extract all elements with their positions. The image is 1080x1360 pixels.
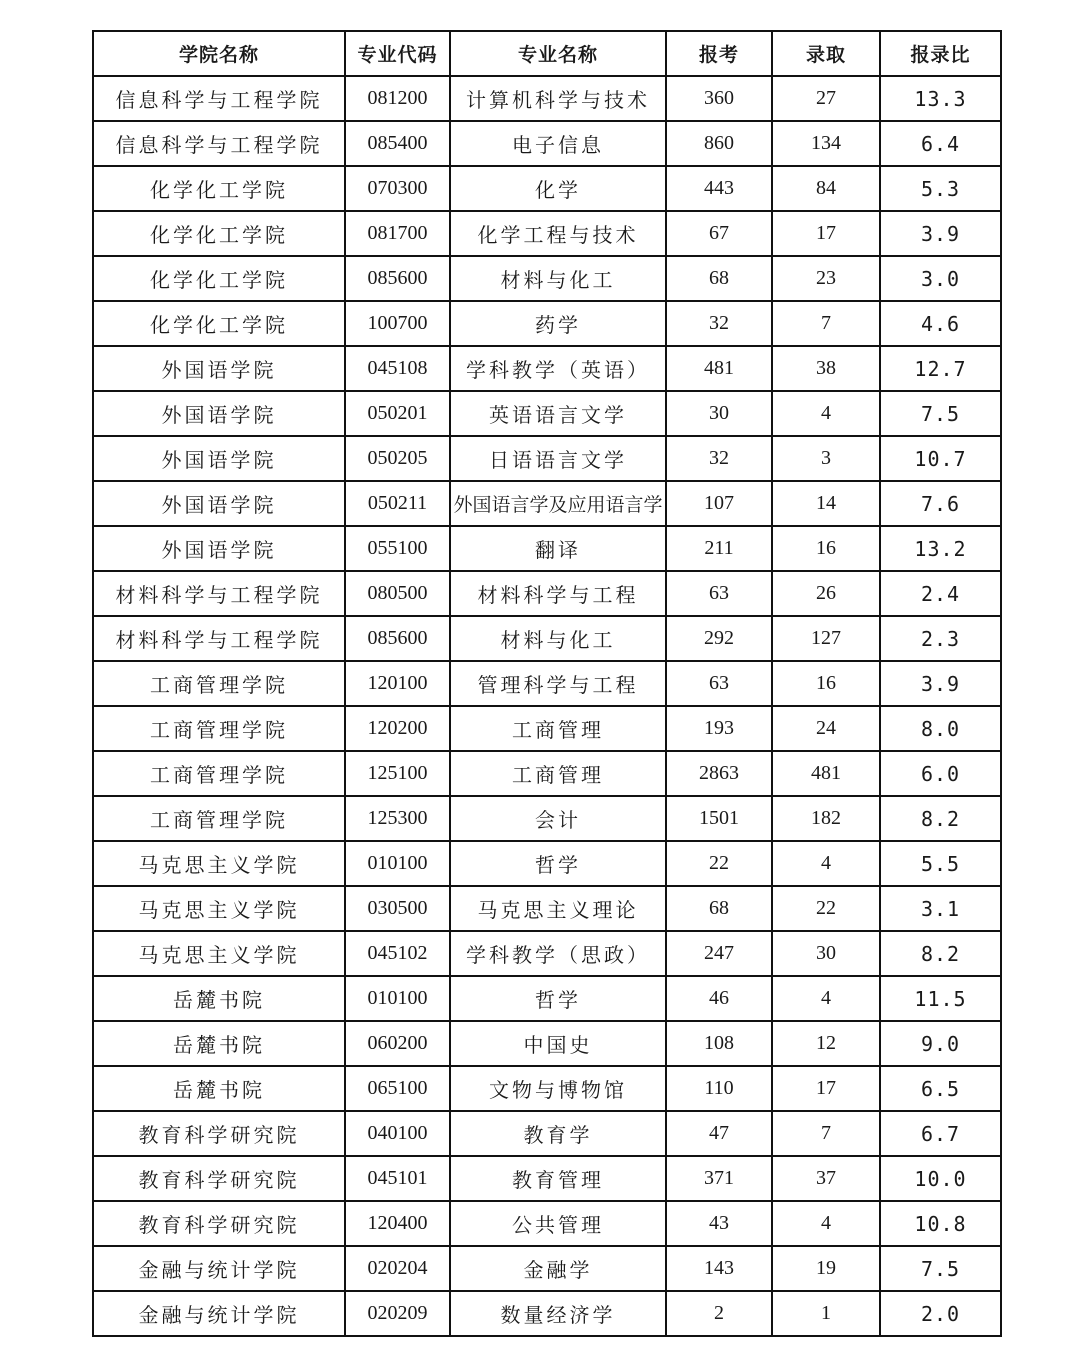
ratio-cell: 4.6 xyxy=(880,301,1001,346)
admitted-cell: 17 xyxy=(772,211,880,256)
major-name-cell: 化学 xyxy=(450,166,666,211)
admitted-cell: 182 xyxy=(772,796,880,841)
ratio-cell: 2.0 xyxy=(880,1291,1001,1336)
major-code-cell: 060200 xyxy=(345,1021,450,1066)
applicants-cell: 2 xyxy=(666,1291,772,1336)
applicants-cell: 443 xyxy=(666,166,772,211)
major-name-cell: 英语语言文学 xyxy=(450,391,666,436)
major-code-cell: 081200 xyxy=(345,76,450,121)
major-code-cell: 020209 xyxy=(345,1291,450,1336)
applicants-cell: 360 xyxy=(666,76,772,121)
header-major-name: 专业名称 xyxy=(450,31,666,76)
major-code-cell: 050211 xyxy=(345,481,450,526)
admitted-cell: 3 xyxy=(772,436,880,481)
table-body xyxy=(93,76,1001,1336)
table-row xyxy=(93,1201,1001,1246)
table-row xyxy=(93,526,1001,571)
major-code-cell: 045101 xyxy=(345,1156,450,1201)
applicants-cell: 63 xyxy=(666,571,772,616)
major-name-cell: 学科教学（英语） xyxy=(450,346,666,391)
major-name-cell: 翻译 xyxy=(450,526,666,571)
major-code-cell: 100700 xyxy=(345,301,450,346)
major-name-cell: 文物与博物馆 xyxy=(450,1066,666,1111)
major-name-cell: 材料科学与工程 xyxy=(450,571,666,616)
table-row xyxy=(93,571,1001,616)
major-code-cell: 125300 xyxy=(345,796,450,841)
table-row xyxy=(93,436,1001,481)
major-name-cell: 中国史 xyxy=(450,1021,666,1066)
ratio-cell: 7.6 xyxy=(880,481,1001,526)
table-row xyxy=(93,1246,1001,1291)
table-row xyxy=(93,706,1001,751)
college-name-cell: 外国语学院 xyxy=(93,391,345,436)
college-name-cell: 岳麓书院 xyxy=(93,1021,345,1066)
major-code-cell: 120100 xyxy=(345,661,450,706)
header-admitted: 录取 xyxy=(772,31,880,76)
applicants-cell: 247 xyxy=(666,931,772,976)
college-name-cell: 工商管理学院 xyxy=(93,751,345,796)
major-code-cell: 065100 xyxy=(345,1066,450,1111)
table-row xyxy=(93,616,1001,661)
header-row xyxy=(93,31,1001,76)
ratio-cell: 5.5 xyxy=(880,841,1001,886)
ratio-cell: 5.3 xyxy=(880,166,1001,211)
table-row xyxy=(93,796,1001,841)
college-name-cell: 工商管理学院 xyxy=(93,706,345,751)
table-row xyxy=(93,1291,1001,1336)
major-code-cell: 085400 xyxy=(345,121,450,166)
major-name-cell: 电子信息 xyxy=(450,121,666,166)
table-row xyxy=(93,121,1001,166)
college-name-cell: 教育科学研究院 xyxy=(93,1201,345,1246)
major-code-cell: 055100 xyxy=(345,526,450,571)
major-name-cell: 化学工程与技术 xyxy=(450,211,666,256)
ratio-cell: 3.1 xyxy=(880,886,1001,931)
major-code-cell: 030500 xyxy=(345,886,450,931)
admitted-cell: 38 xyxy=(772,346,880,391)
ratio-cell: 2.3 xyxy=(880,616,1001,661)
major-name-cell: 金融学 xyxy=(450,1246,666,1291)
ratio-cell: 7.5 xyxy=(880,391,1001,436)
applicants-cell: 108 xyxy=(666,1021,772,1066)
major-code-cell: 125100 xyxy=(345,751,450,796)
admitted-cell: 24 xyxy=(772,706,880,751)
major-name-cell: 教育学 xyxy=(450,1111,666,1156)
ratio-cell: 9.0 xyxy=(880,1021,1001,1066)
table-row xyxy=(93,1111,1001,1156)
applicants-cell: 211 xyxy=(666,526,772,571)
admitted-cell: 4 xyxy=(772,1201,880,1246)
major-name-cell: 工商管理 xyxy=(450,706,666,751)
table-row xyxy=(93,751,1001,796)
major-name-cell: 日语语言文学 xyxy=(450,436,666,481)
admitted-cell: 127 xyxy=(772,616,880,661)
admitted-cell: 4 xyxy=(772,841,880,886)
major-code-cell: 120400 xyxy=(345,1201,450,1246)
applicants-cell: 63 xyxy=(666,661,772,706)
header-major-code: 专业代码 xyxy=(345,31,450,76)
college-name-cell: 化学化工学院 xyxy=(93,301,345,346)
admitted-cell: 27 xyxy=(772,76,880,121)
table-row xyxy=(93,211,1001,256)
applicants-cell: 30 xyxy=(666,391,772,436)
ratio-cell: 7.5 xyxy=(880,1246,1001,1291)
major-code-cell: 010100 xyxy=(345,976,450,1021)
college-name-cell: 材料科学与工程学院 xyxy=(93,616,345,661)
admitted-cell: 16 xyxy=(772,526,880,571)
admitted-cell: 12 xyxy=(772,1021,880,1066)
major-code-cell: 080500 xyxy=(345,571,450,616)
ratio-cell: 8.2 xyxy=(880,796,1001,841)
admitted-cell: 134 xyxy=(772,121,880,166)
ratio-cell: 3.9 xyxy=(880,211,1001,256)
applicants-cell: 193 xyxy=(666,706,772,751)
major-code-cell: 020204 xyxy=(345,1246,450,1291)
applicants-cell: 107 xyxy=(666,481,772,526)
major-name-cell: 教育管理 xyxy=(450,1156,666,1201)
ratio-cell: 6.0 xyxy=(880,751,1001,796)
applicants-cell: 292 xyxy=(666,616,772,661)
admitted-cell: 1 xyxy=(772,1291,880,1336)
college-name-cell: 教育科学研究院 xyxy=(93,1111,345,1156)
applicants-cell: 47 xyxy=(666,1111,772,1156)
major-code-cell: 010100 xyxy=(345,841,450,886)
major-name-cell: 计算机科学与技术 xyxy=(450,76,666,121)
ratio-cell: 12.7 xyxy=(880,346,1001,391)
college-name-cell: 外国语学院 xyxy=(93,481,345,526)
applicants-cell: 32 xyxy=(666,301,772,346)
ratio-cell: 13.2 xyxy=(880,526,1001,571)
table-row xyxy=(93,76,1001,121)
admitted-cell: 16 xyxy=(772,661,880,706)
major-code-cell: 040100 xyxy=(345,1111,450,1156)
college-name-cell: 化学化工学院 xyxy=(93,256,345,301)
major-name-cell: 管理科学与工程 xyxy=(450,661,666,706)
table-row xyxy=(93,301,1001,346)
major-name-cell: 工商管理 xyxy=(450,751,666,796)
college-name-cell: 教育科学研究院 xyxy=(93,1156,345,1201)
table-row xyxy=(93,886,1001,931)
table-row xyxy=(93,391,1001,436)
admitted-cell: 17 xyxy=(772,1066,880,1111)
college-name-cell: 岳麓书院 xyxy=(93,1066,345,1111)
college-name-cell: 工商管理学院 xyxy=(93,661,345,706)
major-name-cell: 哲学 xyxy=(450,841,666,886)
major-name-cell: 外国语言学及应用语言学 xyxy=(450,481,666,526)
ratio-cell: 10.7 xyxy=(880,436,1001,481)
major-name-cell: 会计 xyxy=(450,796,666,841)
major-code-cell: 045108 xyxy=(345,346,450,391)
table-row xyxy=(93,346,1001,391)
ratio-cell: 3.9 xyxy=(880,661,1001,706)
applicants-cell: 22 xyxy=(666,841,772,886)
admitted-cell: 7 xyxy=(772,1111,880,1156)
admitted-cell: 4 xyxy=(772,976,880,1021)
admitted-cell: 37 xyxy=(772,1156,880,1201)
major-code-cell: 081700 xyxy=(345,211,450,256)
major-code-cell: 050201 xyxy=(345,391,450,436)
admitted-cell: 19 xyxy=(772,1246,880,1291)
ratio-cell: 11.5 xyxy=(880,976,1001,1021)
college-name-cell: 材料科学与工程学院 xyxy=(93,571,345,616)
ratio-cell: 2.4 xyxy=(880,571,1001,616)
major-code-cell: 045102 xyxy=(345,931,450,976)
major-name-cell: 哲学 xyxy=(450,976,666,1021)
ratio-cell: 13.3 xyxy=(880,76,1001,121)
applicants-cell: 67 xyxy=(666,211,772,256)
admitted-cell: 30 xyxy=(772,931,880,976)
ratio-cell: 6.5 xyxy=(880,1066,1001,1111)
table-row xyxy=(93,481,1001,526)
major-name-cell: 材料与化工 xyxy=(450,616,666,661)
college-name-cell: 马克思主义学院 xyxy=(93,931,345,976)
admitted-cell: 14 xyxy=(772,481,880,526)
admission-table-container xyxy=(92,30,1000,1337)
applicants-cell: 32 xyxy=(666,436,772,481)
major-code-cell: 050205 xyxy=(345,436,450,481)
applicants-cell: 1501 xyxy=(666,796,772,841)
header-applicants: 报考 xyxy=(666,31,772,76)
ratio-cell: 10.8 xyxy=(880,1201,1001,1246)
major-name-cell: 材料与化工 xyxy=(450,256,666,301)
applicants-cell: 43 xyxy=(666,1201,772,1246)
ratio-cell: 3.0 xyxy=(880,256,1001,301)
college-name-cell: 金融与统计学院 xyxy=(93,1291,345,1336)
college-name-cell: 马克思主义学院 xyxy=(93,841,345,886)
major-name-cell: 学科教学（思政） xyxy=(450,931,666,976)
admitted-cell: 22 xyxy=(772,886,880,931)
admission-ratio-table xyxy=(92,30,1002,1337)
applicants-cell: 860 xyxy=(666,121,772,166)
ratio-cell: 6.7 xyxy=(880,1111,1001,1156)
table-row xyxy=(93,1066,1001,1111)
college-name-cell: 外国语学院 xyxy=(93,436,345,481)
major-code-cell: 085600 xyxy=(345,256,450,301)
admitted-cell: 481 xyxy=(772,751,880,796)
college-name-cell: 金融与统计学院 xyxy=(93,1246,345,1291)
admitted-cell: 4 xyxy=(772,391,880,436)
college-name-cell: 外国语学院 xyxy=(93,526,345,571)
major-name-cell: 数量经济学 xyxy=(450,1291,666,1336)
applicants-cell: 46 xyxy=(666,976,772,1021)
college-name-cell: 信息科学与工程学院 xyxy=(93,76,345,121)
table-row xyxy=(93,931,1001,976)
major-name-cell: 药学 xyxy=(450,301,666,346)
table-row xyxy=(93,166,1001,211)
ratio-cell: 8.0 xyxy=(880,706,1001,751)
college-name-cell: 马克思主义学院 xyxy=(93,886,345,931)
table-row xyxy=(93,256,1001,301)
ratio-cell: 6.4 xyxy=(880,121,1001,166)
applicants-cell: 110 xyxy=(666,1066,772,1111)
admitted-cell: 23 xyxy=(772,256,880,301)
applicants-cell: 68 xyxy=(666,886,772,931)
major-code-cell: 070300 xyxy=(345,166,450,211)
applicants-cell: 68 xyxy=(666,256,772,301)
major-name-cell: 公共管理 xyxy=(450,1201,666,1246)
admitted-cell: 26 xyxy=(772,571,880,616)
college-name-cell: 化学化工学院 xyxy=(93,211,345,256)
applicants-cell: 371 xyxy=(666,1156,772,1201)
applicants-cell: 2863 xyxy=(666,751,772,796)
admitted-cell: 7 xyxy=(772,301,880,346)
ratio-cell: 8.2 xyxy=(880,931,1001,976)
college-name-cell: 工商管理学院 xyxy=(93,796,345,841)
admitted-cell: 84 xyxy=(772,166,880,211)
table-row xyxy=(93,1156,1001,1201)
table-row xyxy=(93,661,1001,706)
college-name-cell: 信息科学与工程学院 xyxy=(93,121,345,166)
applicants-cell: 143 xyxy=(666,1246,772,1291)
college-name-cell: 外国语学院 xyxy=(93,346,345,391)
table-row xyxy=(93,1021,1001,1066)
header-ratio: 报录比 xyxy=(880,31,1001,76)
major-name-cell: 马克思主义理论 xyxy=(450,886,666,931)
applicants-cell: 481 xyxy=(666,346,772,391)
table-row xyxy=(93,841,1001,886)
college-name-cell: 化学化工学院 xyxy=(93,166,345,211)
major-code-cell: 120200 xyxy=(345,706,450,751)
major-code-cell: 085600 xyxy=(345,616,450,661)
college-name-cell: 岳麓书院 xyxy=(93,976,345,1021)
ratio-cell: 10.0 xyxy=(880,1156,1001,1201)
table-row xyxy=(93,976,1001,1021)
header-college-name: 学院名称 xyxy=(93,31,345,76)
